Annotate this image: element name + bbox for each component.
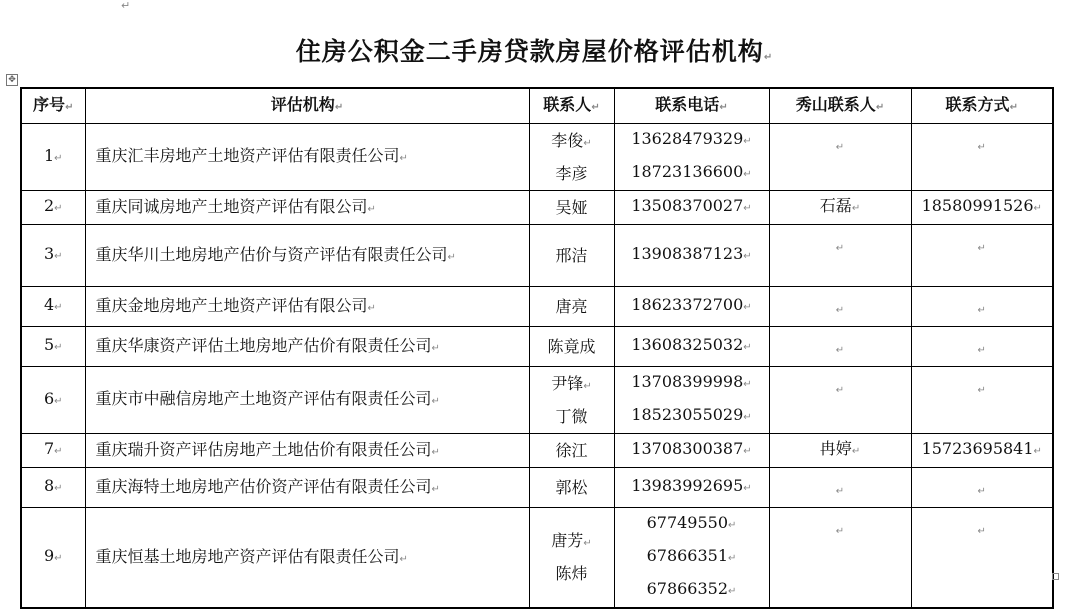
cell-mark: ↵ <box>977 305 986 316</box>
phone-number: 13628479329 <box>631 129 744 148</box>
contact-cell <box>529 434 614 468</box>
row-number-cell <box>21 434 85 468</box>
cell-mark: ↵ <box>835 142 845 153</box>
contact-cell <box>529 225 614 287</box>
xs-contact-cell <box>769 508 911 609</box>
cell-mark: ↵ <box>743 483 752 494</box>
cell-mark: ↵ <box>977 345 986 356</box>
xs-phone-cell <box>911 287 1053 327</box>
cell-mark: ↵ <box>875 101 885 113</box>
cell-mark: ↵ <box>1033 203 1042 214</box>
xs-phone-cell <box>911 468 1053 508</box>
cell-mark: ↵ <box>728 520 737 531</box>
agency-name: 重庆金地房地产土地资产评估有限公司 <box>95 295 368 315</box>
contact-name: 徐江 <box>555 440 588 460</box>
header-contact <box>529 88 614 124</box>
agency-cell <box>85 124 529 191</box>
contact-cell <box>529 124 614 191</box>
header-contact-text: 联系人 <box>543 94 592 114</box>
row-number: 8 <box>43 476 55 495</box>
cell-mark: ↵ <box>835 385 845 396</box>
cell-mark: ↵ <box>743 412 752 423</box>
cell-mark: ↵ <box>1009 101 1018 113</box>
cell-mark: ↵ <box>743 379 752 390</box>
header-no <box>21 88 85 124</box>
table-row <box>21 508 1053 609</box>
phone-cell <box>614 124 769 191</box>
table-header-row <box>21 88 1053 124</box>
row-number: 5 <box>43 335 55 354</box>
table-row <box>21 327 1053 367</box>
agency-name: 重庆同诚房地产土地资产评估有限公司 <box>95 196 368 216</box>
cell-mark: ↵ <box>851 446 861 457</box>
agency-name: 重庆海特土地房地产估价资产评估有限责任公司 <box>95 476 432 496</box>
cell-mark: ↵ <box>367 302 376 314</box>
cell-mark: ↵ <box>54 553 63 564</box>
phone-cell <box>614 508 769 609</box>
phone-number: 13608325032 <box>631 335 744 354</box>
phone-cell <box>614 434 769 468</box>
row-number-cell <box>21 287 85 327</box>
contact-cell <box>529 191 614 225</box>
contact-name: 郭松 <box>555 477 588 497</box>
xs-contact-cell <box>769 434 911 468</box>
cell-mark: ↵ <box>977 526 986 537</box>
cell-mark: ↵ <box>743 203 752 214</box>
cell-mark: ↵ <box>54 446 63 457</box>
xs-phone-number: 18580991526 <box>921 196 1034 215</box>
table-row <box>21 367 1053 434</box>
agency-cell <box>85 327 529 367</box>
header-xs-phone-text: 联系方式 <box>945 94 1010 114</box>
cell-mark: ↵ <box>835 345 845 356</box>
table-resize-handle[interactable] <box>1052 573 1059 580</box>
agency-name: 重庆瑞升资产评估房地产土地估价有限责任公司 <box>95 439 432 459</box>
xs-contact-name: 石磊 <box>819 196 852 215</box>
cell-mark: ↵ <box>431 342 440 354</box>
phone-cell <box>614 468 769 508</box>
table-row <box>21 468 1053 508</box>
agency-cell <box>85 367 529 434</box>
cell-mark: ↵ <box>54 395 63 407</box>
xs-phone-cell <box>911 508 1053 609</box>
row-number: 7 <box>43 439 55 458</box>
cell-mark: ↵ <box>583 380 592 392</box>
phone-number: 18523055029 <box>631 405 744 424</box>
contact-cell <box>529 508 614 609</box>
phone-number: 18723136600 <box>631 162 744 181</box>
xs-contact-cell <box>769 468 911 508</box>
xs-phone-cell <box>911 367 1053 434</box>
cell-mark: ↵ <box>447 251 456 263</box>
phone-number: 13508370027 <box>631 196 744 215</box>
table-row <box>21 124 1053 191</box>
contact-name: 陈竟成 <box>547 336 596 356</box>
header-xs-contact-text: 秀山联系人 <box>795 94 876 114</box>
cell-mark: ↵ <box>719 101 728 113</box>
agency-name: 重庆华川土地房地产估价与资产评估有限责任公司 <box>95 244 448 264</box>
row-number: 3 <box>43 244 55 263</box>
cell-mark: ↵ <box>431 446 440 458</box>
cell-mark: ↵ <box>743 342 752 353</box>
phone-number: 13908387123 <box>631 244 744 263</box>
header-no-text: 序号 <box>33 94 66 114</box>
row-number: 2 <box>43 196 55 215</box>
cell-mark: ↵ <box>583 538 592 549</box>
agency-cell <box>85 191 529 225</box>
contact-cell <box>529 327 614 367</box>
cell-mark: ↵ <box>334 101 344 113</box>
row-number: 4 <box>43 295 55 314</box>
xs-contact-cell <box>769 225 911 287</box>
table-row <box>21 434 1053 468</box>
cell-mark: ↵ <box>367 203 376 215</box>
cell-mark: ↵ <box>431 483 440 495</box>
header-agency-text: 评估机构 <box>270 94 335 114</box>
cell-mark: ↵ <box>743 302 752 313</box>
table-move-handle-icon[interactable]: ✥ <box>6 74 18 86</box>
cell-mark: ↵ <box>977 142 986 153</box>
cell-mark: ↵ <box>54 251 63 262</box>
row-number: 6 <box>43 388 55 408</box>
cell-mark: ↵ <box>54 483 63 494</box>
xs-contact-cell <box>769 287 911 327</box>
contact-name: 唐芳 <box>551 531 584 550</box>
phone-cell <box>614 367 769 434</box>
cell-mark: ↵ <box>54 152 63 164</box>
cell-mark: ↵ <box>65 101 74 113</box>
table-row <box>21 225 1053 287</box>
agency-name: 重庆汇丰房地产土地资产评估有限责任公司 <box>95 146 400 165</box>
xs-phone-cell <box>911 124 1053 191</box>
cell-mark: ↵ <box>54 342 63 353</box>
cell-mark: ↵ <box>728 553 737 564</box>
agency-name: 重庆华康资产评估土地房地产估价有限责任公司 <box>95 335 432 355</box>
row-number-cell <box>21 191 85 225</box>
row-number-cell <box>21 468 85 508</box>
phone-cell <box>614 327 769 367</box>
phone-number: 67749550 <box>646 513 729 532</box>
contact-cell <box>529 287 614 327</box>
row-number-cell <box>21 367 85 434</box>
xs-contact-cell <box>769 191 911 225</box>
cell-mark: ↵ <box>835 243 845 254</box>
agency-name: 重庆恒基土地房地产资产评估有限责任公司 <box>95 546 400 566</box>
phone-number: 13983992695 <box>631 476 744 495</box>
cell-mark: ↵ <box>54 203 63 214</box>
cell-mark: ↵ <box>851 203 861 214</box>
agency-cell <box>85 225 529 287</box>
agency-cell <box>85 287 529 327</box>
appraisal-agency-table <box>20 87 1054 609</box>
cell-mark: ↵ <box>591 101 600 113</box>
cell-mark: ↵ <box>431 396 440 407</box>
contact-name: 丁微 <box>555 406 588 426</box>
xs-contact-cell <box>769 367 911 434</box>
cell-mark: ↵ <box>399 153 408 164</box>
xs-phone-number: 15723695841 <box>921 439 1034 458</box>
contact-name: 尹锋 <box>551 373 584 393</box>
contact-cell <box>529 468 614 508</box>
row-number-cell <box>21 124 85 191</box>
header-phone-text: 联系电话 <box>655 94 720 114</box>
page-title-text: 住房公积金二手房贷款房屋价格评估机构 <box>295 37 764 66</box>
xs-contact-cell <box>769 124 911 191</box>
xs-phone-cell <box>911 327 1053 367</box>
agency-cell <box>85 468 529 508</box>
cell-mark: ↵ <box>835 526 845 537</box>
cell-mark: ↵ <box>977 243 986 254</box>
contact-name: 吴娅 <box>555 197 588 217</box>
xs-contact-cell <box>769 327 911 367</box>
row-number-cell <box>21 508 85 609</box>
agency-cell <box>85 508 529 609</box>
row-number: 1 <box>43 145 55 165</box>
cell-mark: ↵ <box>743 446 752 457</box>
phone-number: 67866351 <box>646 546 729 565</box>
contact-cell <box>529 367 614 434</box>
header-phone <box>614 88 769 124</box>
header-xs-phone <box>911 88 1053 124</box>
table-row <box>21 287 1053 327</box>
cell-mark: ↵ <box>743 169 752 180</box>
row-number: 9 <box>43 546 55 565</box>
page-title <box>0 32 1069 68</box>
phone-cell <box>614 191 769 225</box>
cell-mark: ↵ <box>977 486 986 497</box>
contact-name: 唐亮 <box>555 296 588 316</box>
agency-name: 重庆市中融信房地产土地资产评估有限责任公司 <box>95 389 432 408</box>
contact-name: 李俊 <box>551 130 584 150</box>
contact-name: 陈炜 <box>555 564 588 583</box>
phone-number: 18623372700 <box>631 295 744 314</box>
cell-mark: ↵ <box>743 136 752 147</box>
contact-name: 李彦 <box>555 163 588 183</box>
cell-mark: ↵ <box>54 302 63 313</box>
header-agency <box>85 88 529 124</box>
paragraph-mark: ↵ <box>763 52 774 63</box>
xs-phone-cell <box>911 191 1053 225</box>
contact-name: 邢洁 <box>555 245 588 265</box>
paragraph-mark: ↵ <box>121 0 131 12</box>
row-number-cell <box>21 225 85 287</box>
phone-number: 13708399998 <box>631 372 744 391</box>
cell-mark: ↵ <box>835 486 845 497</box>
xs-phone-cell <box>911 434 1053 468</box>
agency-cell <box>85 434 529 468</box>
cell-mark: ↵ <box>728 586 737 597</box>
cell-mark: ↵ <box>977 385 986 396</box>
table-row <box>21 191 1053 225</box>
cell-mark: ↵ <box>743 251 752 262</box>
row-number-cell <box>21 327 85 367</box>
cell-mark: ↵ <box>399 553 408 565</box>
phone-number: 13708300387 <box>631 439 744 458</box>
cell-mark: ↵ <box>1033 446 1042 457</box>
cell-mark: ↵ <box>583 137 592 149</box>
xs-phone-cell <box>911 225 1053 287</box>
cell-mark: ↵ <box>835 305 845 316</box>
phone-cell <box>614 225 769 287</box>
phone-number: 67866352 <box>646 579 729 598</box>
header-xs-contact <box>769 88 911 124</box>
xs-contact-name: 冉婷 <box>819 439 852 458</box>
phone-cell <box>614 287 769 327</box>
